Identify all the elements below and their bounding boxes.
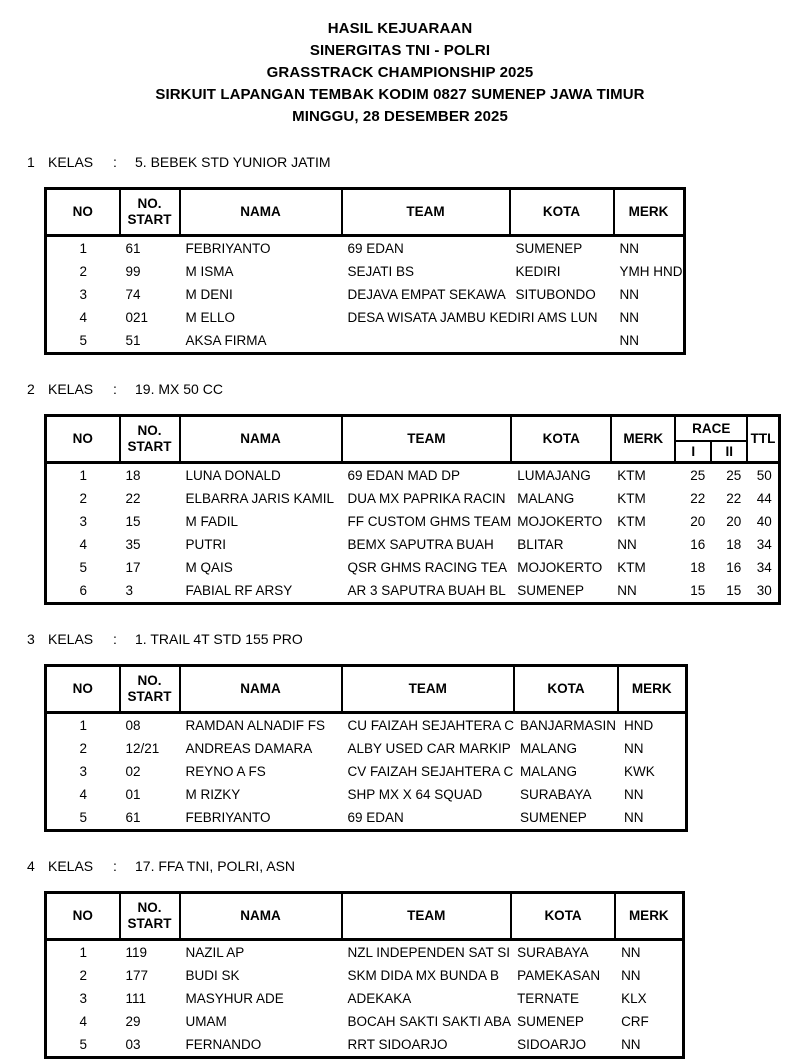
cell-nama: M DENI <box>185 287 233 302</box>
table-row <box>46 260 685 283</box>
class-section <box>0 381 800 605</box>
cell-kota: SUMENEP <box>520 810 587 825</box>
cell-no: 3 <box>79 991 87 1006</box>
col-header-no: NO <box>46 893 120 940</box>
cell-nama: M FADIL <box>185 514 239 529</box>
cell-race-2: 16 <box>726 560 742 575</box>
cell-start: 61 <box>125 241 141 256</box>
cell-race-1: 16 <box>690 537 706 552</box>
cell-start: 29 <box>125 1014 141 1029</box>
cell-no: 5 <box>79 560 87 575</box>
sections-container <box>0 154 800 1059</box>
cell-nama: AKSA FIRMA <box>185 333 267 348</box>
section-colon: : <box>113 631 117 647</box>
table-row <box>46 487 780 510</box>
cell-nama: M QAIS <box>185 560 233 575</box>
event-subtitle: SINERGITAS TNI - POLRI <box>309 42 491 59</box>
table-row <box>46 940 684 965</box>
cell-merk: KTM <box>617 491 646 506</box>
cell-kota: SIDOARJO <box>517 1037 587 1052</box>
cell-kota: TERNATE <box>517 991 580 1006</box>
cell-start: 51 <box>125 333 141 348</box>
cell-team: QSR GHMS RACING TEA <box>347 560 508 575</box>
section-colon: : <box>113 154 117 170</box>
col-header-no-start: NO. START <box>120 416 180 463</box>
section-label <box>27 631 800 649</box>
event-championship: GRASSTRACK CHAMPIONSHIP 2025 <box>266 64 534 81</box>
cell-start: 99 <box>125 264 141 279</box>
table-row <box>46 713 687 738</box>
cell-nama: RAMDAN ALNADIF FS <box>185 718 326 733</box>
event-date: MINGGU, 28 DESEMBER 2025 <box>292 108 508 125</box>
cell-team: 69 EDAN <box>347 241 404 256</box>
section-kelas-label: KELAS <box>48 154 94 170</box>
cell-no: 2 <box>79 968 87 983</box>
col-header-kota: KOTA <box>511 416 611 463</box>
section-class-name: 5. BEBEK STD YUNIOR JATIM <box>135 154 331 170</box>
col-header-nama: NAMA <box>180 416 342 463</box>
cell-ttl: 34 <box>756 537 772 552</box>
section-number: 1 <box>27 154 35 170</box>
col-header-no-start: NO. START <box>120 893 180 940</box>
cell-merk: NN <box>624 787 644 802</box>
cell-nama: M ELLO <box>185 310 236 325</box>
cell-team: DEJAVA EMPAT SEKAWA <box>347 287 506 302</box>
table-row <box>46 510 780 533</box>
col-header-no-start: NO. START <box>120 189 180 236</box>
col-header-merk: MERK <box>618 666 686 713</box>
document-header <box>0 0 800 128</box>
cell-no: 4 <box>79 1014 87 1029</box>
cell-team: SHP MX X 64 SQUAD <box>347 787 483 802</box>
cell-kota: MOJOKERTO <box>517 514 603 529</box>
cell-nama: ELBARRA JARIS KAMIL <box>185 491 335 506</box>
cell-race-2: 15 <box>726 583 742 598</box>
section-class-name: 17. FFA TNI, POLRI, ASN <box>135 858 296 874</box>
table-row <box>46 783 687 806</box>
cell-race-1: 25 <box>690 468 706 483</box>
section-number: 4 <box>27 858 35 874</box>
cell-kota: KEDIRI <box>515 264 561 279</box>
section-kelas-label: KELAS <box>48 631 94 647</box>
table-row <box>46 1033 684 1058</box>
cell-start: 177 <box>125 968 149 983</box>
cell-ttl: 40 <box>756 514 772 529</box>
col-header-ttl: TTL <box>747 416 779 463</box>
cell-race-1: 18 <box>690 560 706 575</box>
cell-merk: NN <box>621 945 641 960</box>
cell-start: 74 <box>125 287 141 302</box>
cell-start: 17 <box>125 560 141 575</box>
cell-kota: SUMENEP <box>517 583 585 598</box>
cell-no: 3 <box>79 287 87 302</box>
col-header-kota: KOTA <box>510 189 614 236</box>
cell-merk: NN <box>619 287 639 302</box>
cell-race-1: 20 <box>690 514 706 529</box>
cell-kota: SUMENEP <box>515 241 583 256</box>
col-header-nama: NAMA <box>180 893 342 940</box>
col-header-ii: II <box>711 441 747 463</box>
cell-start: 18 <box>125 468 141 483</box>
cell-merk: NN <box>617 583 637 598</box>
cell-ttl: 30 <box>756 583 772 598</box>
cell-kota: SUMENEP <box>517 1014 584 1029</box>
cell-merk: KTM <box>617 560 646 575</box>
section-colon: : <box>113 381 117 397</box>
cell-merk: YMH HND <box>619 264 683 279</box>
cell-merk: KTM <box>617 514 646 529</box>
table-row <box>46 579 780 604</box>
cell-merk: KWK <box>624 764 655 779</box>
cell-no: 3 <box>79 514 87 529</box>
event-venue: SIRKUIT LAPANGAN TEMBAK KODIM 0827 SUMENEP JAWA TIMUR <box>155 86 645 103</box>
cell-team: BEMX SAPUTRA BUAH <box>347 537 494 552</box>
cell-start: 119 <box>125 945 148 960</box>
cell-nama: LUNA DONALD <box>185 468 281 483</box>
table-row <box>46 283 685 306</box>
cell-no: 3 <box>79 764 87 779</box>
cell-merk: NN <box>617 537 637 552</box>
cell-merk: NN <box>621 968 641 983</box>
col-header-nama: NAMA <box>180 189 342 236</box>
col-header-merk: MERK <box>611 416 675 463</box>
cell-no: 5 <box>79 810 87 825</box>
cell-merk: NN <box>624 741 644 756</box>
cell-no: 2 <box>79 264 87 279</box>
cell-nama: M RIZKY <box>185 787 241 802</box>
cell-nama: FEBRIYANTO <box>185 810 271 825</box>
cell-nama: FABIAL RF ARSY <box>185 583 293 598</box>
cell-nama: NAZIL AP <box>185 945 245 960</box>
cell-start: 111 <box>125 991 147 1006</box>
col-header-merk: MERK <box>614 189 685 236</box>
cell-nama: BUDI SK <box>185 968 240 983</box>
section-label <box>27 858 800 876</box>
cell-nama: ANDREAS DAMARA <box>185 741 313 756</box>
table-row <box>46 987 684 1010</box>
col-header-merk: MERK <box>615 893 683 940</box>
cell-nama: FEBRIYANTO <box>185 241 271 256</box>
cell-merk: KTM <box>617 468 646 483</box>
cell-team: NZL INDEPENDEN SAT SI <box>347 945 511 960</box>
cell-team: CU FAIZAH SEJAHTERA C <box>347 718 515 733</box>
class-section <box>0 858 800 1059</box>
cell-team <box>342 329 510 354</box>
results-table <box>44 891 685 1059</box>
cell-start: 08 <box>125 718 141 733</box>
cell-nama: REYNO A FS <box>185 764 266 779</box>
section-number: 3 <box>27 631 35 647</box>
col-header-no-start: NO. START <box>120 666 180 713</box>
class-section <box>0 631 800 832</box>
section-class-name: 19. MX 50 CC <box>135 381 223 397</box>
cell-team: DESA WISATA JAMBU KEDIRI AMS LUN <box>347 310 598 325</box>
cell-team: ALBY USED CAR MARKIP <box>347 741 511 756</box>
col-header-no: NO <box>46 666 120 713</box>
table-row <box>46 463 780 488</box>
cell-merk: KLX <box>621 991 647 1006</box>
cell-team: AR 3 SAPUTRA BUAH BL <box>347 583 506 598</box>
cell-kota: MOJOKERTO <box>517 560 603 575</box>
section-label <box>27 154 800 172</box>
cell-merk: NN <box>624 810 644 825</box>
cell-no: 5 <box>79 1037 87 1052</box>
cell-start: 02 <box>125 764 141 779</box>
table-row <box>46 806 687 831</box>
cell-no: 1 <box>79 241 87 256</box>
table-row <box>46 556 780 579</box>
cell-kota: MALANG <box>520 741 578 756</box>
cell-no: 2 <box>79 741 87 756</box>
cell-merk: NN <box>619 310 639 325</box>
table-row <box>46 1010 684 1033</box>
col-header-race: RACE <box>675 416 747 442</box>
cell-kota: BLITAR <box>517 537 564 552</box>
section-class-name: 1. TRAIL 4T STD 155 PRO <box>135 631 303 647</box>
cell-kota: SURABAYA <box>517 945 589 960</box>
cell-start: 35 <box>125 537 141 552</box>
cell-ttl: 34 <box>756 560 772 575</box>
col-header-i: I <box>675 441 711 463</box>
cell-no: 4 <box>79 537 87 552</box>
cell-race-1: 15 <box>690 583 706 598</box>
cell-start: 12/21 <box>125 741 160 756</box>
table-row <box>46 760 687 783</box>
cell-team: 69 EDAN <box>347 810 404 825</box>
cell-merk: CRF <box>621 1014 649 1029</box>
cell-race-1: 22 <box>690 491 706 506</box>
cell-start: 3 <box>125 583 134 598</box>
cell-no: 1 <box>79 718 87 733</box>
col-header-no: NO <box>46 416 120 463</box>
section-number: 2 <box>27 381 35 397</box>
cell-team: BOCAH SAKTI SAKTI ABA <box>347 1014 512 1029</box>
cell-kota: MALANG <box>520 764 578 779</box>
cell-no: 1 <box>79 468 87 483</box>
cell-kota: PAMEKASAN <box>517 968 601 983</box>
col-header-team: TEAM <box>342 416 512 463</box>
cell-kota: SURABAYA <box>520 787 592 802</box>
table-row <box>46 329 685 354</box>
cell-kota: MALANG <box>517 491 575 506</box>
table-row <box>46 306 685 329</box>
cell-team: FF CUSTOM GHMS TEAM <box>347 514 512 529</box>
section-kelas-label: KELAS <box>48 381 94 397</box>
col-header-kota: KOTA <box>511 893 615 940</box>
results-table <box>44 187 686 355</box>
cell-nama: M ISMA <box>185 264 234 279</box>
cell-team: SEJATI BS <box>347 264 415 279</box>
col-header-team: TEAM <box>342 189 510 236</box>
class-section <box>0 154 800 355</box>
cell-race-2: 22 <box>726 491 742 506</box>
section-label <box>27 381 800 399</box>
cell-race-2: 25 <box>726 468 742 483</box>
cell-start: 15 <box>125 514 141 529</box>
cell-start: 03 <box>125 1037 141 1052</box>
cell-team: DUA MX PAPRIKA RACIN <box>347 491 506 506</box>
table-row <box>46 737 687 760</box>
col-header-team: TEAM <box>342 893 512 940</box>
table-row <box>46 964 684 987</box>
event-title: HASIL KEJUARAAN <box>327 20 473 37</box>
results-table <box>44 414 781 605</box>
col-header-team: TEAM <box>342 666 515 713</box>
cell-race-2: 20 <box>726 514 742 529</box>
cell-merk: NN <box>621 1037 641 1052</box>
cell-team: RRT SIDOARJO <box>347 1037 448 1052</box>
cell-nama: PUTRI <box>185 537 226 552</box>
col-header-nama: NAMA <box>180 666 342 713</box>
cell-start: 01 <box>125 787 141 802</box>
cell-race-2: 18 <box>726 537 742 552</box>
cell-no: 4 <box>79 310 87 325</box>
cell-no: 4 <box>79 787 87 802</box>
cell-no: 1 <box>79 945 87 960</box>
cell-no: 2 <box>79 491 87 506</box>
cell-no: 5 <box>79 333 87 348</box>
cell-ttl: 50 <box>756 468 772 483</box>
results-table <box>44 664 688 832</box>
cell-merk: NN <box>619 241 639 256</box>
cell-merk: HND <box>624 718 654 733</box>
table-row <box>46 236 685 261</box>
cell-nama: UMAM <box>185 1014 227 1029</box>
cell-no: 6 <box>79 583 87 598</box>
cell-nama: FERNANDO <box>185 1037 262 1052</box>
cell-start: 021 <box>125 310 149 325</box>
table-row <box>46 533 780 556</box>
cell-ttl: 44 <box>756 491 772 506</box>
cell-merk: NN <box>619 333 639 348</box>
cell-team: 69 EDAN MAD DP <box>347 468 461 483</box>
cell-team: SKM DIDA MX BUNDA B <box>347 968 500 983</box>
cell-kota <box>510 329 614 354</box>
cell-kota: SITUBONDO <box>515 287 596 302</box>
col-header-no: NO <box>46 189 120 236</box>
cell-start: 22 <box>125 491 141 506</box>
cell-kota: LUMAJANG <box>517 468 591 483</box>
cell-start: 61 <box>125 810 141 825</box>
cell-kota: BANJARMASIN <box>520 718 617 733</box>
section-colon: : <box>113 858 117 874</box>
cell-team: CV FAIZAH SEJAHTERA C <box>347 764 514 779</box>
col-header-kota: KOTA <box>514 666 618 713</box>
cell-nama: MASYHUR ADE <box>185 991 284 1006</box>
section-kelas-label: KELAS <box>48 858 94 874</box>
cell-team: ADEKAKA <box>347 991 412 1006</box>
